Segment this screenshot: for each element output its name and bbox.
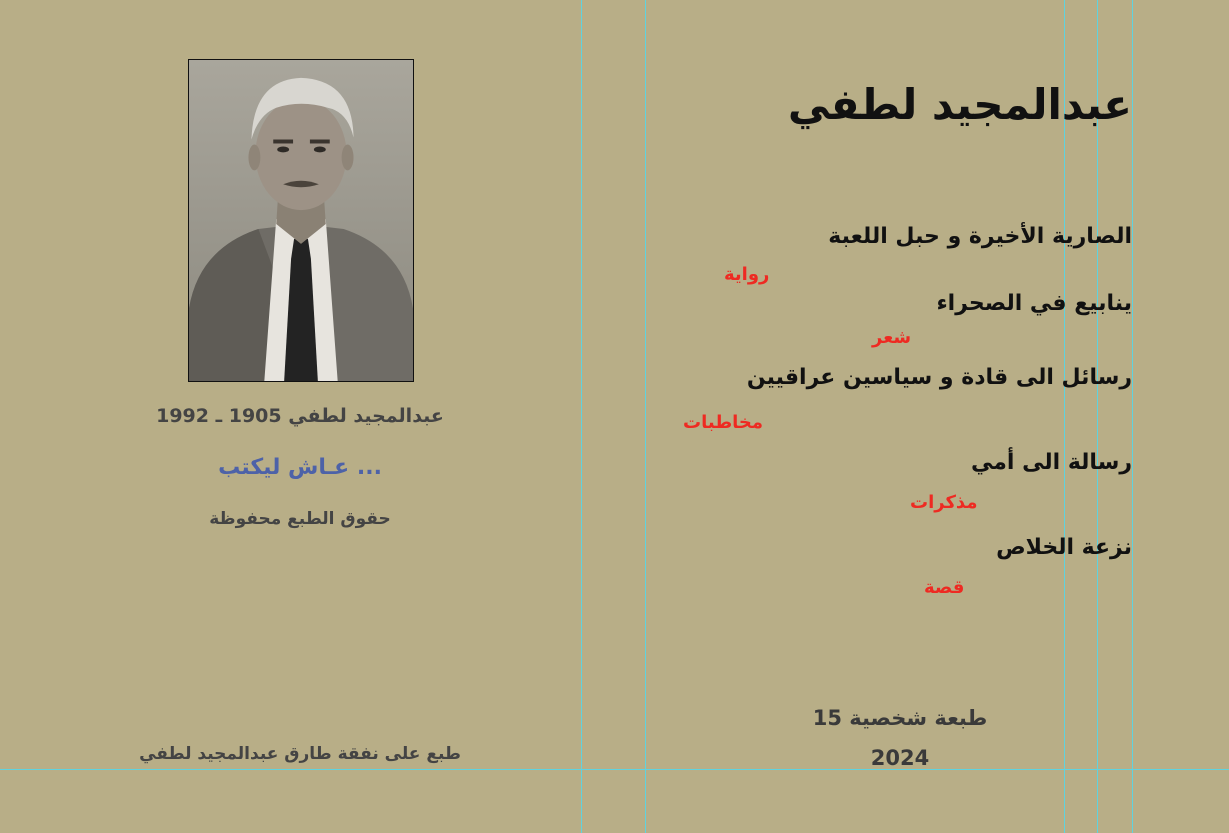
- publisher-credit: طبع على نفقة طارق عبدالمجيد لطفي: [139, 744, 461, 764]
- work-genre: مذكرات: [910, 492, 978, 513]
- work-title: رسائل الى قادة و سياسين عراقيين: [746, 365, 1132, 390]
- work-genre: شعر: [872, 327, 912, 348]
- edition-year: 2024: [870, 746, 930, 770]
- work-genre: مخاطبات: [683, 412, 764, 433]
- work-title: الصارية الأخيرة و حبل اللعبة: [828, 224, 1132, 249]
- work-title: رسالة الى أمي: [971, 450, 1132, 475]
- layout-guide-horizontal: [0, 769, 1229, 770]
- work-genre: قصة: [924, 577, 965, 598]
- copyright-notice: حقوق الطبع محفوظة: [209, 509, 391, 529]
- author-name-title: عبدالمجيد لطفي: [787, 80, 1132, 129]
- motto-text: عـاش ليكتب ...: [218, 455, 382, 480]
- author-portrait-photo: [188, 59, 414, 382]
- layout-guide-vertical: [1132, 0, 1133, 833]
- work-title: ينابيع في الصحراء: [936, 291, 1132, 316]
- author-life-years: عبدالمجيد لطفي 1905 ـ 1992: [156, 405, 444, 427]
- layout-guide-vertical: [645, 0, 646, 833]
- work-genre: رواية: [724, 264, 770, 285]
- work-title: نزعة الخلاص: [996, 535, 1132, 560]
- layout-guide-vertical: [581, 0, 582, 833]
- edition-label: طبعة شخصية 15: [812, 706, 988, 730]
